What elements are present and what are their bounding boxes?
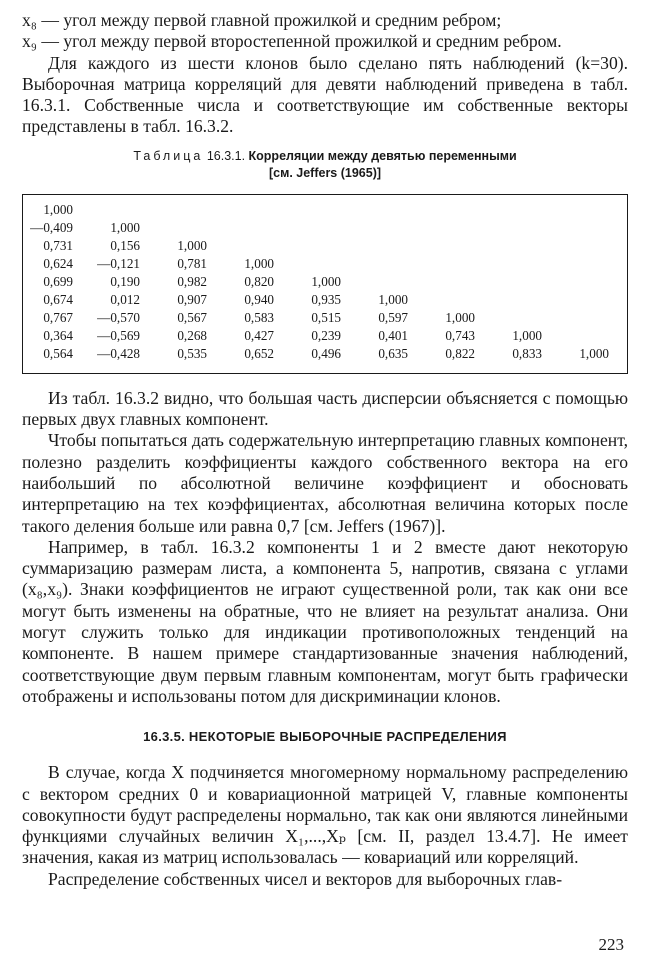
- paragraph-variance: Из табл. 16.3.2 видно, что большая часть дисперсии объясняется с помощью первых двух главных компонент.: [22, 387, 628, 430]
- table-cell: 1,000: [512, 327, 542, 343]
- correlation-table: [23, 201, 609, 363]
- table-cell: [274, 219, 341, 237]
- table-cell: 0,427: [244, 327, 274, 343]
- page-number: 223: [598, 935, 624, 954]
- table-cell: [207, 201, 274, 219]
- table-row: [23, 273, 609, 291]
- table-caption-source: [см. Jeffers (1965)]: [268, 165, 382, 180]
- table-cell: [140, 219, 207, 237]
- table-cell: 0,635: [378, 345, 408, 361]
- table-cell: 0,364: [43, 327, 73, 343]
- table-cell: [341, 201, 408, 219]
- table-cell: [341, 237, 408, 255]
- table-caption-number: 16.3.1.: [206, 148, 246, 163]
- table-cell: [475, 255, 542, 273]
- table-cell: [542, 327, 609, 345]
- table-cell: 1,000: [311, 273, 341, 289]
- table-cell: [408, 291, 475, 309]
- paragraph-continuation: Распределение собственных чисел и векторов для выборочных глав-: [48, 868, 563, 889]
- table-cell: 0,156: [110, 237, 140, 253]
- table-cell: 0,597: [378, 309, 408, 325]
- table-cell: 0,239: [311, 327, 341, 343]
- table-row: [23, 327, 609, 345]
- table-caption-label: Таблица: [133, 148, 204, 163]
- section-heading: 16.3.5. НЕКОТОРЫЕ ВЫБОРОЧНЫЕ РАСПРЕДЕЛЕНИЯ: [143, 729, 507, 745]
- table-cell: [475, 237, 542, 255]
- table-cell: [542, 291, 609, 309]
- table-cell: [408, 237, 475, 255]
- table-cell: [475, 201, 542, 219]
- table-cell: [542, 273, 609, 291]
- table-cell: [341, 255, 408, 273]
- table-cell: 0,567: [177, 309, 207, 325]
- table-cell: [140, 201, 207, 219]
- table-row: [23, 237, 609, 255]
- table-cell: 1,000: [177, 237, 207, 253]
- table-cell: [341, 273, 408, 291]
- table-cell: 0,699: [43, 273, 73, 289]
- definition-x9: x₉ — угол между первой второстепенной прожилкой и средним ребром.: [22, 31, 562, 52]
- table-cell: 0,535: [177, 345, 207, 361]
- table-cell: 1,000: [378, 291, 408, 307]
- table-cell: 0,822: [445, 345, 475, 361]
- table-cell: 0,935: [311, 291, 341, 307]
- paragraph-interpretation: Чтобы попытаться дать содержательную интерпретацию главных компонент, полезно разделить коэффициенты каждого собственного вектора на его наибольший по абсолютной величине коэффициент и обосновать интерпретацию на тех коэффициентах, абсолютная величина которых после такого деления больше или равна 0,7 [см. Jeffers (1967)].: [22, 430, 628, 536]
- table-cell: 0,820: [244, 273, 274, 289]
- table-cell: [408, 273, 475, 291]
- table-cell: [408, 201, 475, 219]
- table-cell: [542, 255, 609, 273]
- paragraph-distribution: В случае, когда X подчиняется многомерному нормальному распределению с вектором средних 0 и ковариационной матрицей V, главные компоненты совокупности будут распределены нормально, так как они являются линейными функциями случайных величин X₁,...,Xₚ [см. II, раздел 13.4.7]. Не имеет значения, какая из матриц использовалась — ковариаций или корреляций.: [22, 762, 628, 868]
- table-cell: 0,515: [311, 309, 341, 325]
- table-row: [23, 219, 609, 237]
- table-cell: [475, 219, 542, 237]
- table-cell: 0,781: [177, 255, 207, 271]
- table-cell: 1,000: [244, 255, 274, 271]
- table-cell: 0,907: [177, 291, 207, 307]
- table-cell: 1,000: [445, 309, 475, 325]
- table-cell: 0,767: [43, 309, 73, 325]
- table-cell: [542, 201, 609, 219]
- table-row: [23, 345, 609, 363]
- table-cell: 0,940: [244, 291, 274, 307]
- definition-x8: x₈ — угол между первой главной прожилкой и средним ребром;: [22, 10, 502, 30]
- table-caption: [22, 148, 628, 182]
- table-cell: 0,652: [244, 345, 274, 361]
- table-cell: 0,190: [110, 273, 140, 289]
- table-row: [23, 291, 609, 309]
- table-cell: [207, 219, 274, 237]
- table-cell: [408, 255, 475, 273]
- table-cell: —0,428: [97, 345, 140, 361]
- table-caption-title: Корреляции между девятью переменными: [248, 148, 517, 163]
- table-cell: 1,000: [579, 345, 609, 361]
- paragraph-observations: Для каждого из шести клонов было сделано пять наблюдений (k=30). Выборочная матрица корреляций для девяти наблюдений приведена в табл. 16.3.1. Собственные числа и соответствующие им собственные векторы представлены в табл. 16.3.2.: [22, 52, 628, 137]
- table-cell: 0,743: [445, 327, 475, 343]
- table-cell: 0,982: [177, 273, 207, 289]
- table-row: [23, 309, 609, 327]
- table-cell: 0,564: [43, 345, 73, 361]
- table-cell: 0,833: [512, 345, 542, 361]
- table-cell: —0,570: [97, 309, 140, 325]
- table-row: [23, 201, 609, 219]
- table-cell: 0,496: [311, 345, 341, 361]
- table-cell: 0,731: [43, 237, 73, 253]
- table-cell: —0,409: [30, 219, 73, 235]
- table-cell: [207, 237, 274, 255]
- table-cell: [341, 219, 408, 237]
- table-cell: [475, 273, 542, 291]
- table-cell: 0,674: [43, 291, 73, 307]
- table-cell: [542, 237, 609, 255]
- table-cell: 0,401: [378, 327, 408, 343]
- table-cell: [408, 219, 475, 237]
- table-cell: 0,268: [177, 327, 207, 343]
- table-row: [23, 255, 609, 273]
- table-cell: 1,000: [110, 219, 140, 235]
- table-cell: [542, 219, 609, 237]
- table-cell: [274, 237, 341, 255]
- table-cell: [73, 201, 140, 219]
- table-cell: [542, 309, 609, 327]
- paragraph-example: Например, в табл. 16.3.2 компоненты 1 и 2 вместе дают некоторую суммаризацию размерам листа, а компонента 5, напротив, связана с углами (x₈,x₉). Знаки коэффициентов не играют существенной роли, так как они все могут быть изменены на обратные, что не влияет на результат анализа. Они могут служить только для индикации противоположных тенденций на компоненте. В нашем примере стандартизованные значения наблюдений, соответствующие двум первым главным компонентам, могут быть графически отображены и использованы потом для дискриминации клонов.: [22, 536, 628, 706]
- table-cell: [274, 201, 341, 219]
- table-cell: —0,121: [97, 255, 140, 271]
- table-cell: 0,624: [43, 255, 73, 271]
- correlation-table-box: [22, 194, 628, 374]
- table-cell: [274, 255, 341, 273]
- table-cell: 0,583: [244, 309, 274, 325]
- table-cell: [475, 291, 542, 309]
- table-cell: 0,012: [110, 291, 140, 307]
- table-cell: [475, 309, 542, 327]
- table-cell: —0,569: [97, 327, 140, 343]
- page-content: [22, 10, 628, 890]
- table-cell: 1,000: [43, 201, 73, 217]
